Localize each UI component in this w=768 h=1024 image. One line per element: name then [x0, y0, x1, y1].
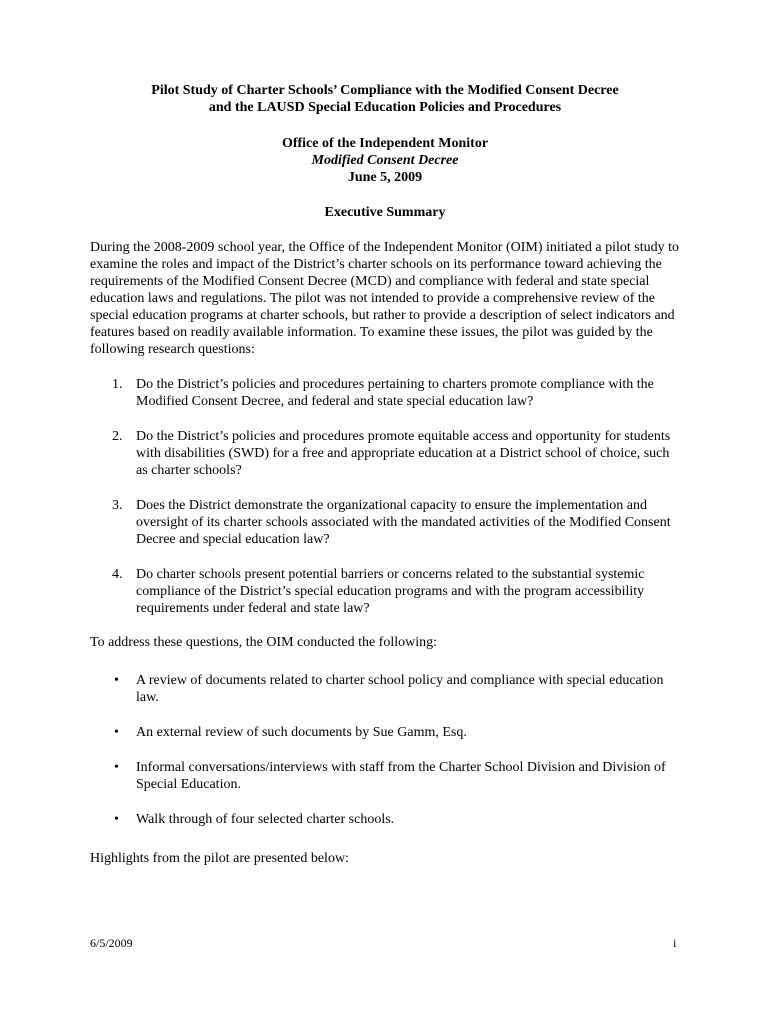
bullet-icon: • — [114, 812, 119, 827]
list-item — [112, 428, 682, 479]
title-line-1: Pilot Study of Charter Schools’ Compliance with the Modified Consent Decree — [151, 83, 619, 98]
list-number: 4. — [112, 567, 123, 582]
list-item — [112, 759, 682, 793]
list-item — [112, 811, 682, 828]
document-date: June 5, 2009 — [347, 170, 423, 185]
intro-paragraph: During the 2008-2009 school year, the Office of the Independent Monitor (OIM) initiated a pilot study to examine the roles and impact of the District’s charter schools on its performance toward achieving the requirements of the Modified Consent Decree (MCD) and compliance with federal and state special education laws and regulations. The pilot was not intended to provide a comprehensive review of the special education programs at charter schools, but rather to provide a description of select indicators and features based on readily available information. To examine these issues, the pilot was guided by the following research questions: — [90, 240, 679, 357]
list-item — [112, 724, 682, 741]
bullet-icon: • — [114, 673, 119, 688]
list-item — [112, 376, 682, 410]
list-item-text: Do the District’s policies and procedures promote equitable access and opportunity for students with disabilities (SWD) for a free and appropriate education at a District school of choice, such as charter schools? — [136, 429, 671, 478]
footer-date: 6/5/2009 — [90, 936, 133, 950]
address-paragraph: To address these questions, the OIM conducted the following: — [90, 635, 438, 650]
list-item-text: A review of documents related to charter school policy and compliance with special education law. — [136, 673, 664, 705]
research-questions-list — [112, 376, 682, 635]
highlights-paragraph: Highlights from the pilot are presented below: — [90, 851, 349, 866]
list-item — [112, 566, 682, 617]
list-item-text: Do the District’s policies and procedures pertaining to charters promote compliance with the Modified Consent Decree, and federal and state special education law? — [136, 377, 654, 409]
list-item-text: Does the District demonstrate the organizational capacity to ensure the implementation and oversight of its charter schools associated with the mandated activities of the Modified Consent Decree and special education law? — [136, 498, 671, 547]
document-title — [90, 82, 680, 116]
footer-page-number: i — [673, 936, 677, 950]
list-number: 1. — [112, 377, 123, 392]
list-item-text: Do charter schools present potential barriers or concerns related to the substantial systemic compliance of the District’s special education programs and with the program accessibility requirements under federal and state law? — [136, 567, 645, 616]
list-number: 2. — [112, 429, 123, 444]
office-name: Office of the Independent Monitor — [281, 136, 489, 151]
list-item — [112, 497, 682, 548]
activities-list — [112, 672, 682, 846]
bullet-icon: • — [114, 725, 119, 740]
list-item-text: Informal conversations/interviews with staff from the Charter School Division and Division of Special Education. — [136, 760, 666, 792]
section-heading: Executive Summary — [324, 205, 446, 220]
list-number: 3. — [112, 498, 123, 513]
office-block — [90, 135, 680, 186]
list-item-text: Walk through of four selected charter schools. — [136, 812, 395, 827]
title-line-2: and the LAUSD Special Education Policies and Procedures — [208, 100, 562, 115]
decree-name: Modified Consent Decree — [311, 153, 459, 168]
bullet-icon: • — [114, 760, 119, 775]
list-item — [112, 672, 682, 706]
list-item-text: An external review of such documents by Sue Gamm, Esq. — [136, 725, 467, 740]
